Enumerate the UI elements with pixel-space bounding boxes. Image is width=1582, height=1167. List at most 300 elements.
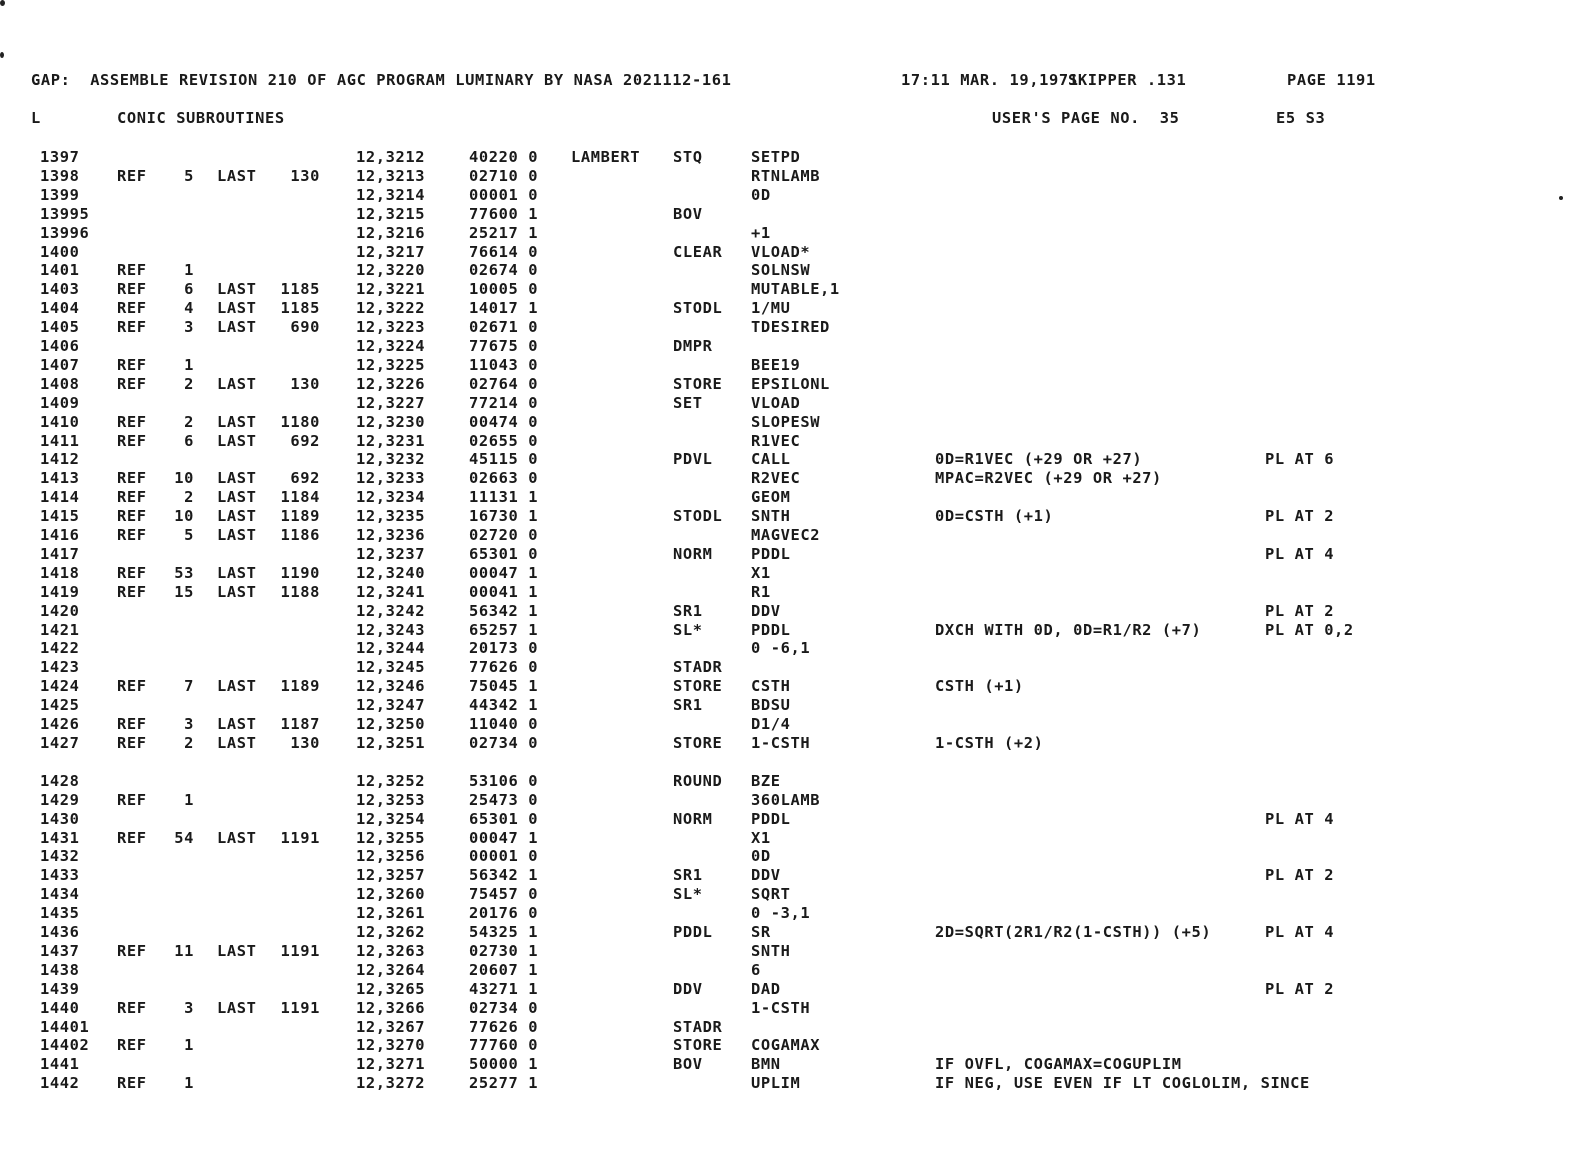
comment: CSTH (+1): [935, 677, 1024, 696]
comment: IF OVFL, COGAMAX=COGUPLIM: [935, 1055, 1182, 1074]
memory-address: 12,3237: [356, 544, 426, 563]
memory-address: 12,3232: [356, 450, 426, 469]
ref-marker: REF: [117, 469, 147, 488]
operand: R1VEC: [751, 431, 801, 450]
memory-address: 12,3253: [356, 790, 426, 809]
operand: VLOAD: [751, 393, 801, 412]
memory-address: 12,3267: [356, 1017, 426, 1036]
line-number: 1427: [40, 733, 80, 752]
ref-marker: REF: [117, 412, 147, 431]
listing-row: [0, 791, 1582, 810]
line-number: 1441: [40, 1055, 80, 1074]
memory-address: 12,3243: [356, 620, 426, 639]
opcode: STORE: [673, 733, 723, 752]
octal-word: 50000 1: [469, 1055, 539, 1074]
operand: CALL: [751, 450, 791, 469]
octal-word: 02655 0: [469, 431, 539, 450]
ref-count: 3: [184, 318, 194, 337]
memory-address: 12,3270: [356, 1036, 426, 1055]
opcode: BOV: [673, 1055, 703, 1074]
line-number: 13995: [40, 204, 90, 223]
operand: VLOAD*: [751, 242, 811, 261]
operand: X1: [751, 563, 771, 582]
listing-row: [0, 356, 1582, 375]
memory-address: 12,3214: [356, 185, 426, 204]
operand: SQRT: [751, 885, 791, 904]
comment: MPAC=R2VEC (+29 OR +27): [935, 469, 1162, 488]
listing-row: [0, 866, 1582, 885]
memory-address: 12,3265: [356, 979, 426, 998]
octal-word: 02671 0: [469, 318, 539, 337]
header-title: GAP: ASSEMBLE REVISION 210 OF AGC PROGRAM LUMINARY BY NASA 2021112-161: [31, 71, 732, 89]
octal-word: 77626 0: [469, 1017, 539, 1036]
listing-row: [0, 205, 1582, 224]
listing-row: [0, 261, 1582, 280]
memory-address: 12,3250: [356, 715, 426, 733]
line-number: 1424: [40, 677, 80, 696]
line-number: 1420: [40, 601, 80, 620]
ref-marker: REF: [117, 431, 147, 450]
listing-row: [0, 602, 1582, 621]
operand: 1-CSTH: [751, 733, 811, 752]
ref-count: 10: [174, 507, 194, 526]
octal-word: 43271 1: [469, 979, 539, 998]
opcode: SR1: [673, 866, 703, 885]
octal-word: 02674 0: [469, 261, 539, 280]
last-marker: LAST: [217, 412, 257, 431]
octal-word: 02663 0: [469, 469, 539, 488]
ref-marker: REF: [117, 355, 147, 374]
octal-word: 00041 1: [469, 582, 539, 601]
memory-address: 12,3254: [356, 809, 426, 828]
operand: 6: [751, 960, 761, 979]
opcode: CLEAR: [673, 242, 723, 261]
listing-row: [0, 507, 1582, 526]
line-number: 1431: [40, 828, 80, 847]
line-number: 1407: [40, 355, 80, 374]
line-number: 1416: [40, 526, 80, 544]
last-line-number: 1191: [280, 828, 320, 847]
header-skipper: SKIPPER .131: [1068, 71, 1187, 89]
operand: MAGVEC2: [751, 526, 821, 544]
memory-address: 12,3266: [356, 998, 426, 1017]
octal-word: 25473 0: [469, 790, 539, 809]
memory-address: 12,3216: [356, 223, 426, 242]
listing-row: [0, 658, 1582, 677]
ref-count: 15: [174, 582, 194, 601]
operand: 360LAMB: [751, 790, 821, 809]
comment: 0D=R1VEC (+29 OR +27): [935, 450, 1143, 469]
opcode: BOV: [673, 204, 703, 223]
operand: DAD: [751, 979, 781, 998]
ref-count: 1: [184, 790, 194, 809]
octal-word: 77214 0: [469, 393, 539, 412]
octal-word: 40220 0: [469, 148, 539, 166]
ref-count: 2: [184, 412, 194, 431]
listing-row: [0, 980, 1582, 999]
operand: 1-CSTH: [751, 998, 811, 1017]
last-marker: LAST: [217, 526, 257, 544]
octal-word: 02710 0: [469, 166, 539, 185]
ref-marker: REF: [117, 166, 147, 185]
comment: IF NEG, USE EVEN IF LT COGLOLIM, SINCE: [935, 1074, 1310, 1093]
octal-word: 02734 0: [469, 733, 539, 752]
comment: 2D=SQRT(2R1/R2(1-CSTH)) (+5): [935, 923, 1212, 941]
memory-address: 12,3260: [356, 885, 426, 904]
line-number: 1403: [40, 280, 80, 299]
octal-word: 02720 0: [469, 526, 539, 544]
last-line-number: 1188: [280, 582, 320, 601]
push-list-note: PL AT 4: [1265, 809, 1335, 828]
push-list-note: PL AT 2: [1265, 979, 1335, 998]
ref-count: 1: [184, 1036, 194, 1055]
memory-address: 12,3245: [356, 658, 426, 677]
listing-row: [0, 1036, 1582, 1055]
last-line-number: 1184: [280, 488, 320, 507]
last-marker: LAST: [217, 374, 257, 393]
listing-row: [0, 885, 1582, 904]
memory-address: 12,3240: [356, 563, 426, 582]
punch-mark: [0, 52, 4, 58]
opcode: STQ: [673, 148, 703, 166]
last-line-number: 1191: [280, 941, 320, 960]
memory-address: 12,3217: [356, 242, 426, 261]
opcode: PDVL: [673, 450, 713, 469]
operand: CSTH: [751, 677, 791, 696]
octal-word: 44342 1: [469, 696, 539, 715]
operand: COGAMAX: [751, 1036, 821, 1055]
last-marker: LAST: [217, 941, 257, 960]
memory-address: 12,3244: [356, 639, 426, 658]
ref-marker: REF: [117, 790, 147, 809]
line-number: 1439: [40, 979, 80, 998]
listing-row: [0, 148, 1582, 167]
memory-address: 12,3256: [356, 847, 426, 866]
ref-marker: REF: [117, 828, 147, 847]
ref-count: 3: [184, 715, 194, 733]
octal-word: 02764 0: [469, 374, 539, 393]
operand: 0 -6,1: [751, 639, 811, 658]
operand: TDESIRED: [751, 318, 830, 337]
ref-marker: REF: [117, 526, 147, 544]
last-line-number: 1185: [280, 280, 320, 299]
last-marker: LAST: [217, 166, 257, 185]
listing-row: [0, 810, 1582, 829]
listing-row: [0, 847, 1582, 866]
opcode: NORM: [673, 544, 713, 563]
opcode: STODL: [673, 507, 723, 526]
push-list-note: PL AT 2: [1265, 507, 1335, 526]
line-number: 1411: [40, 431, 80, 450]
comment: DXCH WITH 0D, 0D=R1/R2 (+7): [935, 620, 1202, 639]
last-line-number: 692: [290, 431, 320, 450]
memory-address: 12,3251: [356, 733, 426, 752]
listing-row: [0, 677, 1582, 696]
line-number: 1399: [40, 185, 80, 204]
octal-word: 00001 0: [469, 185, 539, 204]
ref-marker: REF: [117, 941, 147, 960]
line-number: 1436: [40, 923, 80, 941]
octal-word: 00047 1: [469, 828, 539, 847]
push-list-note: PL AT 2: [1265, 866, 1335, 885]
memory-address: 12,3264: [356, 960, 426, 979]
ref-count: 3: [184, 998, 194, 1017]
last-marker: LAST: [217, 488, 257, 507]
line-number: 1425: [40, 696, 80, 715]
listing-row: [0, 375, 1582, 394]
operand: DDV: [751, 866, 781, 885]
operand: EPSILONL: [751, 374, 830, 393]
opcode: SET: [673, 393, 703, 412]
memory-address: 12,3262: [356, 923, 426, 941]
last-marker: LAST: [217, 507, 257, 526]
octal-word: 56342 1: [469, 601, 539, 620]
listing-row: [0, 696, 1582, 715]
octal-word: 16730 1: [469, 507, 539, 526]
line-number: 1400: [40, 242, 80, 261]
operand: PDDL: [751, 809, 791, 828]
operand: 0D: [751, 847, 771, 866]
memory-address: 12,3255: [356, 828, 426, 847]
listing-row: [0, 583, 1582, 602]
last-line-number: 1191: [280, 998, 320, 1017]
octal-word: 14017 1: [469, 299, 539, 318]
memory-address: 12,3227: [356, 393, 426, 412]
operand: SOLNSW: [751, 261, 811, 280]
comment: 1-CSTH (+2): [935, 733, 1044, 752]
octal-word: 25277 1: [469, 1074, 539, 1093]
memory-address: 12,3263: [356, 941, 426, 960]
listing-row: [0, 942, 1582, 961]
listing-row: [0, 318, 1582, 337]
line-number: 1413: [40, 469, 80, 488]
memory-address: 12,3257: [356, 866, 426, 885]
memory-address: 12,3212: [356, 148, 426, 166]
line-number: 1440: [40, 998, 80, 1017]
listing-row: [0, 923, 1582, 942]
last-marker: LAST: [217, 280, 257, 299]
octal-word: 53106 0: [469, 771, 539, 790]
listing-row: [0, 167, 1582, 186]
octal-word: 25217 1: [469, 223, 539, 242]
line-number: 14401: [40, 1017, 90, 1036]
operand: SNTH: [751, 507, 791, 526]
last-line-number: 1185: [280, 299, 320, 318]
operand: SNTH: [751, 941, 791, 960]
memory-address: 12,3222: [356, 299, 426, 318]
memory-address: 12,3231: [356, 431, 426, 450]
listing-row: [0, 564, 1582, 583]
octal-word: 10005 0: [469, 280, 539, 299]
memory-address: 12,3215: [356, 204, 426, 223]
ref-count: 6: [184, 280, 194, 299]
opcode: SR1: [673, 696, 703, 715]
octal-word: 65301 0: [469, 809, 539, 828]
memory-address: 12,3236: [356, 526, 426, 544]
listing-row: [0, 280, 1582, 299]
octal-word: 11131 1: [469, 488, 539, 507]
line-number: 1412: [40, 450, 80, 469]
listing-row: [0, 621, 1582, 640]
line-number: 13996: [40, 223, 90, 242]
memory-address: 12,3235: [356, 507, 426, 526]
line-number: 1414: [40, 488, 80, 507]
octal-word: 00001 0: [469, 847, 539, 866]
opcode: SL*: [673, 885, 703, 904]
push-list-note: PL AT 4: [1265, 544, 1335, 563]
push-list-note: PL AT 0,2: [1265, 620, 1354, 639]
ref-count: 53: [174, 563, 194, 582]
memory-address: 12,3242: [356, 601, 426, 620]
punch-mark: [0, 0, 5, 6]
ref-count: 1: [184, 1074, 194, 1093]
listing-row: [0, 639, 1582, 658]
opcode: STORE: [673, 1036, 723, 1055]
header-timestamp: 17:11 MAR. 19,1971: [901, 71, 1079, 89]
listing-row: [0, 829, 1582, 848]
line-number: 1406: [40, 337, 80, 355]
line-number: 1410: [40, 412, 80, 431]
memory-address: 12,3230: [356, 412, 426, 431]
listing-row: [0, 999, 1582, 1018]
symbol-label: LAMBERT: [571, 148, 641, 166]
opcode: STADR: [673, 658, 723, 677]
ref-marker: REF: [117, 733, 147, 752]
octal-word: 11043 0: [469, 355, 539, 374]
ref-count: 10: [174, 469, 194, 488]
opcode: NORM: [673, 809, 713, 828]
memory-address: 12,3234: [356, 488, 426, 507]
header-page: PAGE 1191: [1287, 71, 1376, 89]
last-marker: LAST: [217, 677, 257, 696]
last-line-number: 130: [290, 374, 320, 393]
memory-address: 12,3271: [356, 1055, 426, 1074]
last-marker: LAST: [217, 582, 257, 601]
opcode: SR1: [673, 601, 703, 620]
listing-row: [0, 299, 1582, 318]
ref-count: 2: [184, 374, 194, 393]
listing-row: [0, 734, 1582, 753]
line-number: 1421: [40, 620, 80, 639]
line-number: 1437: [40, 941, 80, 960]
last-line-number: 1186: [280, 526, 320, 544]
section-title: CONIC SUBROUTINES: [117, 109, 285, 127]
listing-row: [0, 904, 1582, 923]
ref-marker: REF: [117, 261, 147, 280]
last-marker: LAST: [217, 318, 257, 337]
memory-address: 12,3241: [356, 582, 426, 601]
memory-address: 12,3252: [356, 771, 426, 790]
ref-count: 54: [174, 828, 194, 847]
ref-marker: REF: [117, 563, 147, 582]
last-marker: LAST: [217, 469, 257, 488]
last-line-number: 692: [290, 469, 320, 488]
memory-address: 12,3220: [356, 261, 426, 280]
operand: 0D: [751, 185, 771, 204]
octal-word: 45115 0: [469, 450, 539, 469]
line-number: 1438: [40, 960, 80, 979]
memory-address: 12,3213: [356, 166, 426, 185]
ref-marker: REF: [117, 715, 147, 733]
line-number: 1409: [40, 393, 80, 412]
operand: D1/4: [751, 715, 791, 733]
last-line-number: 1189: [280, 507, 320, 526]
memory-address: 12,3261: [356, 904, 426, 923]
operand: UPLIM: [751, 1074, 801, 1093]
ref-marker: REF: [117, 507, 147, 526]
ref-marker: REF: [117, 582, 147, 601]
last-line-number: 1189: [280, 677, 320, 696]
octal-word: 75045 1: [469, 677, 539, 696]
operand: PDDL: [751, 620, 791, 639]
last-marker: LAST: [217, 998, 257, 1017]
octal-word: 20607 1: [469, 960, 539, 979]
last-line-number: 130: [290, 733, 320, 752]
line-number: 1417: [40, 544, 80, 563]
listing-row: [0, 224, 1582, 243]
listing-row: [0, 432, 1582, 451]
ref-marker: REF: [117, 318, 147, 337]
listing-row: [0, 243, 1582, 262]
ref-count: 5: [184, 166, 194, 185]
line-number: 1405: [40, 318, 80, 337]
ref-marker: REF: [117, 677, 147, 696]
ref-marker: REF: [117, 1036, 147, 1055]
listing-row: [0, 186, 1582, 205]
operand: BZE: [751, 771, 781, 790]
last-line-number: 1180: [280, 412, 320, 431]
last-marker: LAST: [217, 299, 257, 318]
ref-count: 2: [184, 488, 194, 507]
opcode: STADR: [673, 1017, 723, 1036]
octal-word: 56342 1: [469, 866, 539, 885]
opcode: STORE: [673, 677, 723, 696]
octal-word: 02730 1: [469, 941, 539, 960]
operand: DDV: [751, 601, 781, 620]
operand: RTNLAMB: [751, 166, 821, 185]
line-number: 1430: [40, 809, 80, 828]
memory-address: 12,3224: [356, 337, 426, 355]
last-marker: LAST: [217, 431, 257, 450]
opcode: PDDL: [673, 923, 713, 941]
listing-row: [0, 526, 1582, 545]
ref-marker: REF: [117, 299, 147, 318]
line-number: 1422: [40, 639, 80, 658]
ref-count: 4: [184, 299, 194, 318]
memory-address: 12,3272: [356, 1074, 426, 1093]
line-number: 1428: [40, 771, 80, 790]
listing-flag: L: [31, 109, 41, 127]
line-number: 1404: [40, 299, 80, 318]
ref-count: 2: [184, 733, 194, 752]
memory-address: 12,3223: [356, 318, 426, 337]
listing-row: [0, 413, 1582, 432]
operand: MUTABLE,1: [751, 280, 840, 299]
line-number: 1423: [40, 658, 80, 677]
line-number: 14402: [40, 1036, 90, 1055]
listing-row: [0, 545, 1582, 564]
ref-count: 11: [174, 941, 194, 960]
opcode: DMPR: [673, 337, 713, 355]
octal-word: 76614 0: [469, 242, 539, 261]
operand: BEE19: [751, 355, 801, 374]
operand: R1: [751, 582, 771, 601]
ref-count: 7: [184, 677, 194, 696]
octal-word: 02734 0: [469, 998, 539, 1017]
memory-address: 12,3246: [356, 677, 426, 696]
octal-word: 65257 1: [469, 620, 539, 639]
operand: SLOPESW: [751, 412, 821, 431]
